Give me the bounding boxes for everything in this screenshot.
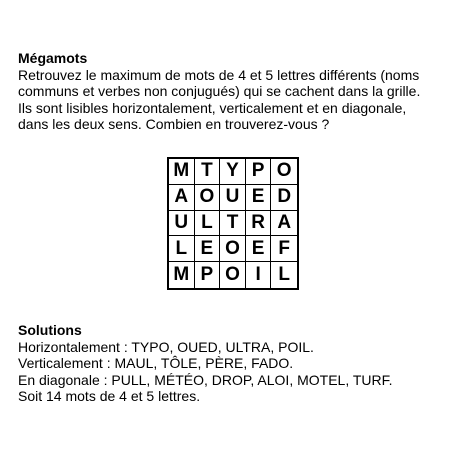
grid-cell: L <box>278 264 290 286</box>
letter-grid <box>167 157 299 290</box>
grid-cell: E <box>195 236 221 262</box>
intro-section <box>18 50 446 133</box>
grid-cell: D <box>271 185 297 211</box>
grid-cell: E <box>246 185 272 211</box>
grid-cell: L <box>169 236 195 262</box>
grid-cell: I <box>246 262 272 288</box>
puzzle-title: Mégamots <box>18 50 88 66</box>
grid-cell: P <box>246 159 272 185</box>
grid-cell: P <box>195 262 221 288</box>
solutions-section <box>18 322 446 405</box>
grid-cell: M <box>169 262 195 288</box>
solution-line-4: Soit 14 mots de 4 et 5 lettres. <box>18 388 201 404</box>
solutions-title: Solutions <box>18 322 82 338</box>
grid-cell: U <box>220 185 246 211</box>
grid-cell: O <box>220 236 246 262</box>
solution-line-2: Verticalement : MAUL, TÔLE, PÈRE, FADO. <box>18 355 294 371</box>
solution-line-3: En diagonale : PULL, MÉTÉO, DROP, ALOI, MOTEL, TURF. <box>18 371 393 388</box>
grid-cell: Y <box>220 159 246 185</box>
grid-cell: E <box>246 236 272 262</box>
grid-cell: A <box>169 185 195 211</box>
instruction-line-3: Ils sont lisibles horizontalement, verticalement et en diagonale, <box>18 99 407 116</box>
instruction-line-2: communs et verbes non conjugués) qui se cachent dans la grille. <box>18 83 421 99</box>
grid-cell: L <box>195 211 221 237</box>
solution-line-1: Horizontalement : TYPO, OUED, ULTRA, POIL. <box>18 338 314 355</box>
grid-cell: T <box>220 211 246 237</box>
grid-cell: O <box>195 185 221 211</box>
instruction-line-1: Retrouvez le maximum de mots de 4 et 5 lettres différents (noms <box>18 66 420 83</box>
grid-cell: A <box>271 211 297 237</box>
grid-cell: M <box>169 159 195 185</box>
instruction-line-4: dans les deux sens. Combien en trouverez-vous ? <box>18 116 330 132</box>
grid-cell: T <box>195 159 221 185</box>
grid-cell: R <box>246 211 272 237</box>
grid-cell: F <box>271 236 297 262</box>
grid-cell: O <box>220 262 246 288</box>
grid-cell: O <box>271 159 297 185</box>
grid-cell: U <box>169 211 195 237</box>
